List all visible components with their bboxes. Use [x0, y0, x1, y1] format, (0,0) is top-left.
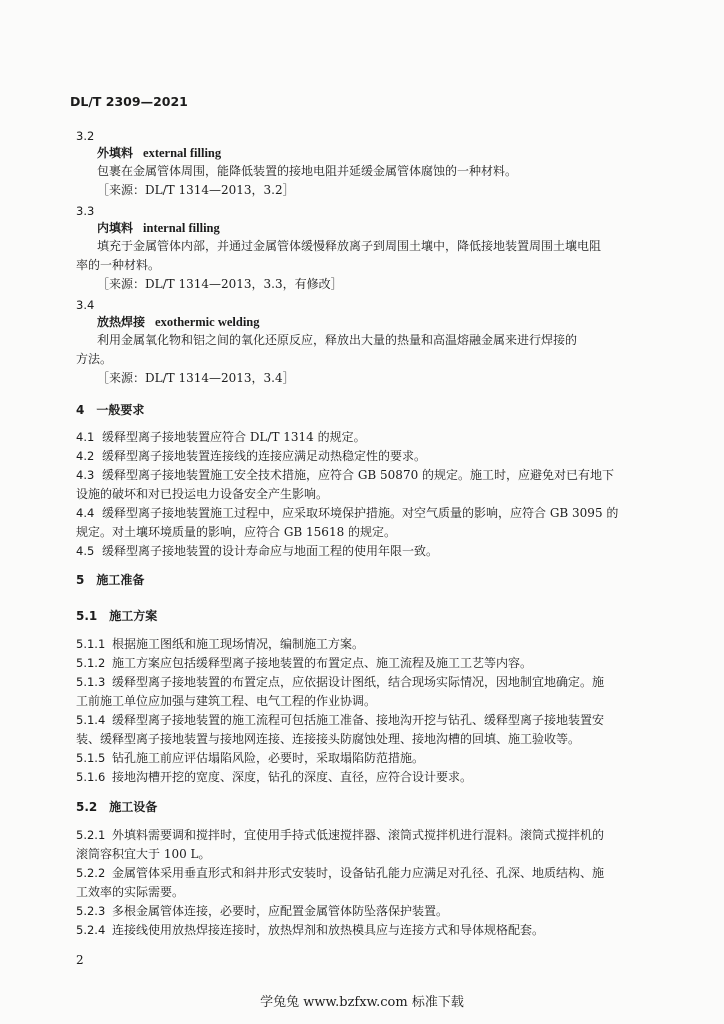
term-source: ［来源：DL/T 1314—2013，3.3，有修改］ [97, 277, 343, 291]
clause-number: 5.1.4 [76, 713, 106, 727]
term-number: 3.4 [76, 298, 95, 312]
clause-number: 4.2 [76, 449, 95, 463]
clause-text: 缓释型离子接地装置的施工流程可包括施工准备、接地沟开挖与钻孔、缓释型离子接地装置安 [112, 713, 605, 727]
clause-text: 多根金属管体连接，必要时，应配置金属管体防坠落保护装置。 [112, 904, 449, 918]
section-heading: 5 施工准备 [76, 573, 145, 587]
standard-code: DL/T 2309—2021 [70, 94, 188, 109]
clause-number: 5.2.4 [76, 923, 106, 937]
term-zh: 外填料 [97, 146, 134, 160]
clause-text: 缓释型离子接地装置的设计寿命应与地面工程的使用年限一致。 [102, 544, 439, 558]
clause-text: 缓释型离子接地装置施工过程中，应采取环境保护措施。对空气质量的影响，应符合 GB 3095 的 [102, 506, 619, 520]
clause-text: 金属管体采用垂直形式和斜井形式安装时，设备钻孔能力应满足对孔径、孔深、地质结构、施 [112, 866, 605, 880]
clause-text-cont: 规定。对土壤环境质量的影响，应符合 GB 15618 的规定。 [76, 525, 397, 539]
clause-text-cont: 装、缓释型离子接地装置与接地网连接、连接接头防腐蚀处理、接地沟槽的回填、施工验收等。 [76, 732, 581, 746]
term-title [97, 145, 221, 161]
subsection-heading: 5.2 施工设备 [76, 800, 158, 814]
term-definition: 利用金属氧化物和铝之间的氧化还原反应，释放出大量的热量和高温熔融金属来进行焊接的 [97, 333, 578, 347]
clause-number: 5.1.2 [76, 656, 106, 670]
term-number: 3.3 [76, 204, 95, 218]
clause-number: 4.1 [76, 430, 95, 444]
clause-number: 5.2.2 [76, 866, 106, 880]
clause-text-cont: 设施的破坏和对已投运电力设备安全产生影响。 [76, 487, 329, 501]
clause-number: 5.1.1 [76, 637, 106, 651]
term-definition-cont: 率的一种材料。 [76, 258, 161, 272]
watermark-footer: 学兔兔 www.bzfxw.com 标准下载 [260, 995, 464, 1010]
term-zh: 内填料 [97, 221, 134, 235]
clause-number: 4.5 [76, 544, 95, 558]
term-definition-cont: 方法。 [76, 352, 113, 366]
term-zh: 放热焊接 [97, 315, 146, 329]
section-heading: 4 一般要求 [76, 403, 145, 417]
term-title [97, 220, 220, 236]
term-en: external filling [143, 146, 222, 160]
clause-text: 缓释型离子接地装置应符合 DL/T 1314 的规定。 [102, 430, 366, 444]
clause-number: 4.3 [76, 468, 95, 482]
clause-text: 缓释型离子接地装置连接线的连接应满足动热稳定性的要求。 [102, 449, 427, 463]
clause-text: 施工方案应包括缓释型离子接地装置的布置定点、施工流程及施工工艺等内容。 [112, 656, 533, 670]
clause-number: 5.2.1 [76, 828, 106, 842]
clause-text: 接地沟槽开挖的宽度、深度，钻孔的深度、直径，应符合设计要求。 [112, 770, 473, 784]
clause-text-cont: 滚筒容积宜大于 100 L。 [76, 847, 211, 861]
subsection-heading: 5.1 施工方案 [76, 609, 158, 623]
clause-text: 外填料需要调和搅拌时，宜使用手持式低速搅拌器、滚筒式搅拌机进行混料。滚筒式搅拌机的 [112, 828, 605, 842]
clause-number: 5.1.3 [76, 675, 106, 689]
clause-text: 连接线使用放热焊接连接时，放热焊剂和放热模具应与连接方式和导体规格配套。 [112, 923, 545, 937]
clause-text-cont: 工前施工单位应加强与建筑工程、电气工程的作业协调。 [76, 694, 377, 708]
term-number: 3.2 [76, 129, 95, 143]
term-definition: 填充于金属管体内部，并通过金属管体缓慢释放离子到周围土壤中，降低接地装置周围土壤电阻 [97, 239, 602, 253]
term-definition: 包裹在金属管体周围，能降低装置的接地电阻并延缓金属管体腐蚀的一种材料。 [97, 164, 518, 178]
clause-number: 5.2.3 [76, 904, 106, 918]
page-number: 2 [76, 953, 84, 967]
clause-number: 4.4 [76, 506, 95, 520]
clause-text: 根据施工图纸和施工现场情况，编制施工方案。 [112, 637, 365, 651]
term-source: ［来源：DL/T 1314—2013，3.4］ [97, 371, 295, 385]
term-en: internal filling [143, 221, 220, 235]
clause-number: 5.1.5 [76, 751, 106, 765]
term-source: ［来源：DL/T 1314—2013，3.2］ [97, 183, 295, 197]
clause-text: 缓释型离子接地装置的布置定点，应依据设计图纸，结合现场实际情况，因地制宜地确定。施 [112, 675, 605, 689]
clause-text-cont: 工效率的实际需要。 [76, 885, 185, 899]
term-title [97, 314, 260, 330]
clause-number: 5.1.6 [76, 770, 106, 784]
term-en: exothermic welding [155, 315, 260, 329]
clause-text: 缓释型离子接地装置施工安全技术措施，应符合 GB 50870 的规定。施工时，应避免对已有地下 [102, 468, 615, 482]
clause-text: 钻孔施工前应评估塌陷风险，必要时，采取塌陷防范措施。 [112, 751, 425, 765]
